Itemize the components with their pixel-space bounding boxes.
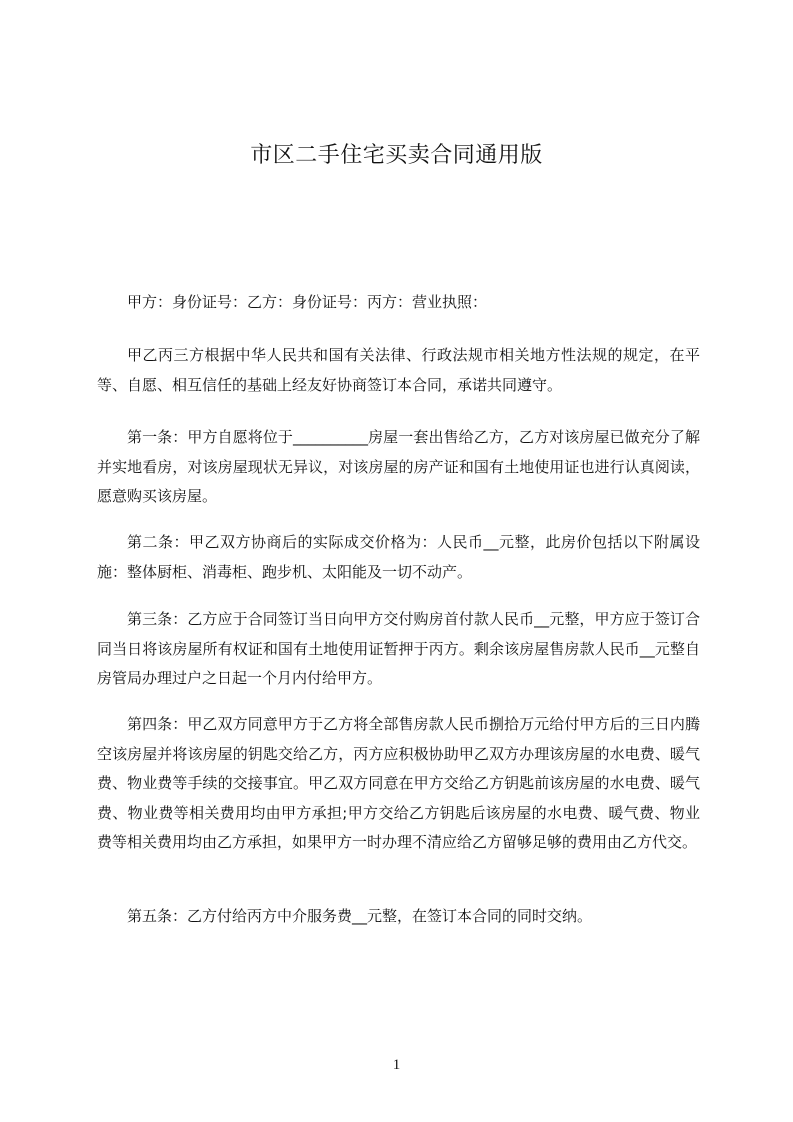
article-4-paragraph: 第四条：甲乙双方同意甲方于乙方将全部售房款人民币捌拾万元给付甲方后的三日内腾空该房屋并将该房屋的钥匙交给乙方，丙方应积极协助甲乙双方办理该房屋的水电费、暖气费、物业费等手续的交接事宜。甲乙双方同意在甲方交给乙方钥匙前该房屋的水电费、暖气费、物业费等相关费用均由甲方承担;甲方交给乙方钥匙后该房屋的水电费、暖气费、物业费等相关费用均由乙方承担，如果甲方一时办理不清应给乙方留够足够的费用由乙方代交。 — [97, 715, 700, 851]
article-1-paragraph: 第一条：甲方自愿将位于__________房屋一套出售给乙方，乙方对该房屋已做充分了解并实地看房，对该房屋现状无异议，对该房屋的房产证和国有土地使用证也进行认真阅读，愿意购买该房屋。 — [97, 428, 700, 505]
document-title: 市区二手住宅买卖合同通用版 — [250, 143, 543, 168]
article-5-paragraph: 第五条：乙方付给丙方中介服务费__元整，在签订本合同的同时交纳。 — [127, 907, 593, 925]
article-2-paragraph: 第二条：甲乙双方协商后的实际成交价格为：人民币__元整，此房价包括以下附属设施：整体厨柜、消毒柜、跑步机、太阳能及一切不动产。 — [97, 533, 700, 581]
parties-line: 甲方：身份证号：乙方：身份证号：丙方：营业执照： — [127, 293, 488, 311]
article-3-paragraph: 第三条：乙方应于合同签订当日向甲方交付购房首付款人民币__元整，甲方应于签订合同当日将该房屋所有权证和国有土地使用证暂押于丙方。剩余该房屋售房款人民币__元整自房管局办理过户之日起一个月内付给甲方。 — [97, 610, 700, 687]
preamble-paragraph: 甲乙丙三方根据中华人民共和国有关法律、行政法规市相关地方性法规的规定，在平等、自愿、相互信任的基础上经友好协商签订本合同，承诺共同遵守。 — [97, 346, 700, 394]
page-number: 1 — [392, 1057, 401, 1073]
